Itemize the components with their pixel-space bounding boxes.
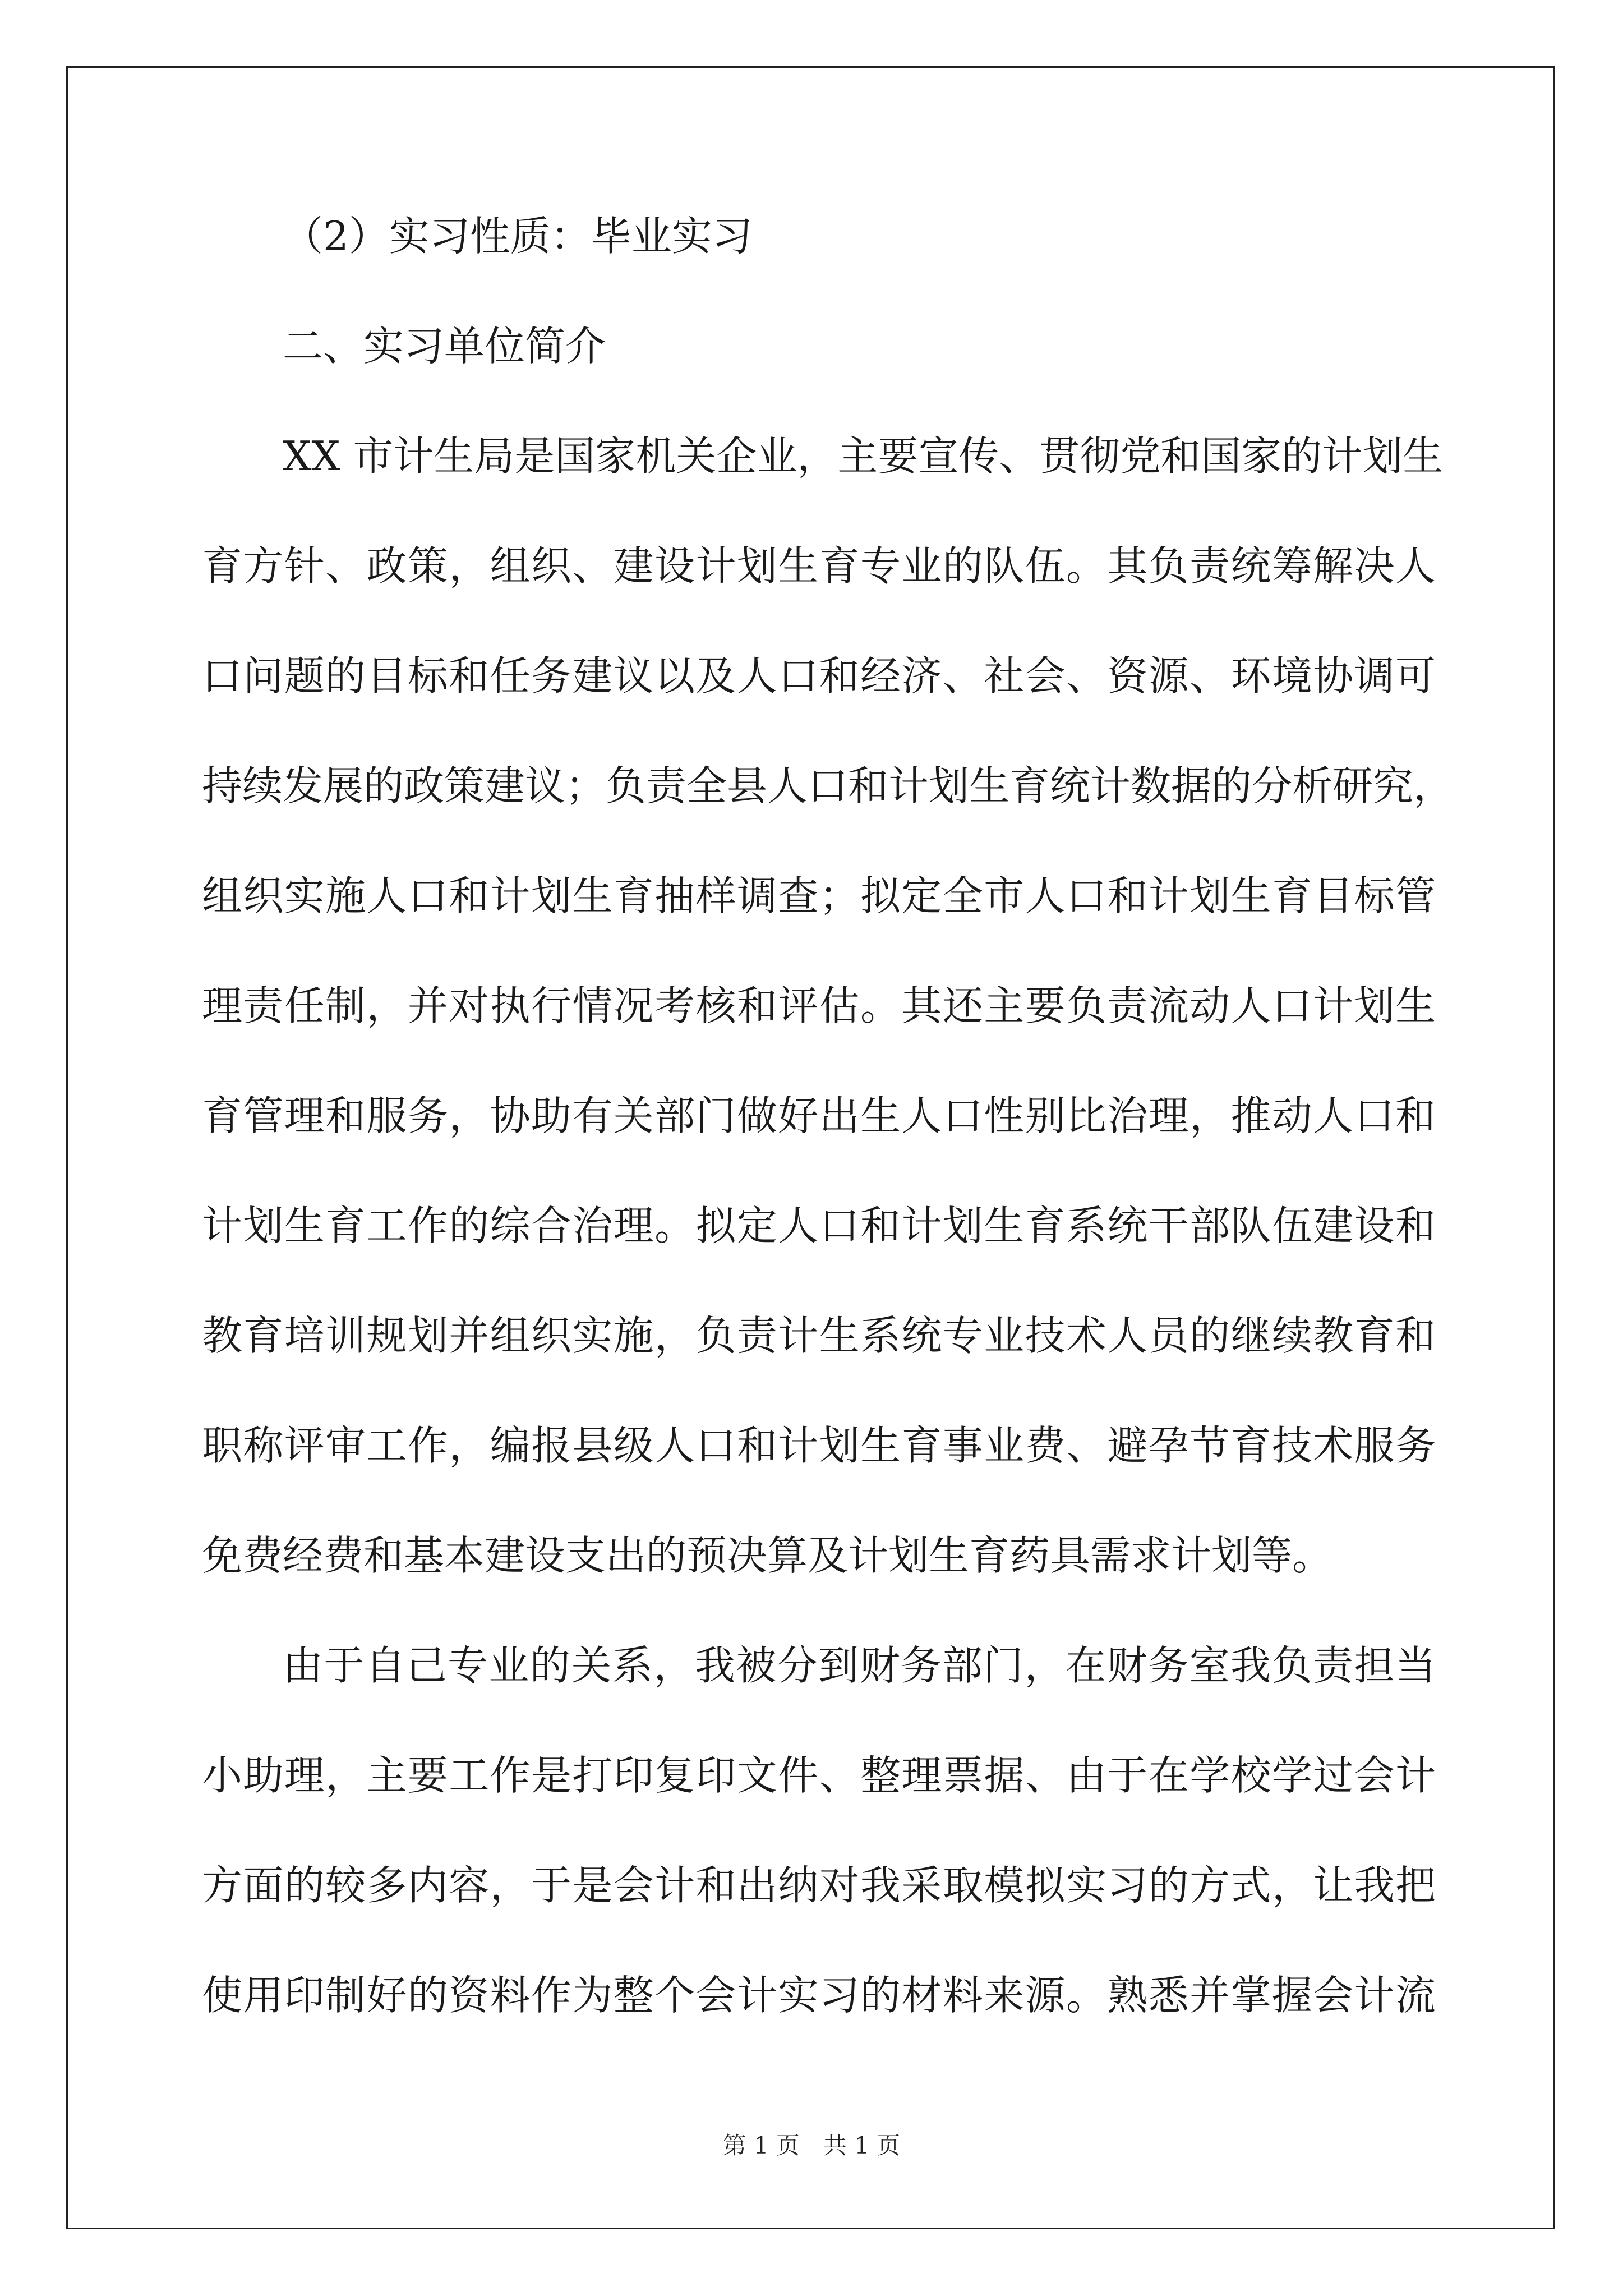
text-line: 方面的较多内容，于是会计和出纳对我采取模拟实习的方式，让我把 [202, 1862, 1436, 1909]
paragraph-unit-intro-line [202, 982, 1436, 1029]
text-line: 教育培训规划并组织实施，负责计生系统专业技术人员的继续教育和 [202, 1312, 1436, 1359]
text-line: 组织实施人口和计划生育抽样调查；拟定全市人口和计划生育目标管 [202, 872, 1436, 919]
text-line: 持续发展的政策建议；负责全县人口和计划生育统计数据的分析研究， [202, 762, 1454, 809]
text-line: （2）实习性质：毕业实习 [283, 213, 753, 260]
text-line: 二、实习单位简介 [283, 323, 606, 370]
paragraph-unit-intro [202, 432, 1444, 480]
paragraph-unit-intro-line [202, 1532, 1436, 1579]
text-line: 育管理和服务，协助有关部门做好出生人口性别比治理，推动人口和 [202, 1092, 1436, 1139]
paragraph-unit-intro-line [202, 542, 1436, 590]
paragraph-personal-work-line [202, 1862, 1436, 1909]
paragraph-unit-intro-line [202, 762, 1454, 809]
paragraph-personal-work-line [202, 1752, 1436, 1799]
paragraph-unit-intro-line [202, 1202, 1436, 1249]
text-line: 职称评审工作，编报县级人口和计划生育事业费、避孕节育技术服务 [202, 1422, 1436, 1469]
text-line: 由于自己专业的关系，我被分到财务部门，在财务室我负责担当 [283, 1642, 1436, 1689]
text-line: 使用印制好的资料作为整个会计实习的材料来源。熟悉并掌握会计流 [202, 1972, 1436, 2019]
text-line: 小助理，主要工作是打印复印文件、整理票据、由于在学校学过会计 [202, 1752, 1436, 1799]
text-line: 计划生育工作的综合治理。拟定人口和计划生育系统干部队伍建设和 [202, 1202, 1436, 1249]
paragraph-unit-intro-line [202, 1422, 1436, 1469]
paragraph-unit-intro-line [202, 1312, 1436, 1359]
text-line: 口问题的目标和任务建议以及人口和经济、社会、资源、环境协调可 [202, 652, 1436, 700]
text-line: XX 市计生局是国家机关企业，主要宣传、贯彻党和国家的计划生 [283, 432, 1444, 480]
page-number-footer: 第 1 页 共 1 页 [722, 2132, 901, 2159]
paragraph-personal-work-line [202, 1972, 1436, 2019]
paragraph-unit-intro-line [202, 652, 1436, 700]
text-line: 育方针、政策，组织、建设计划生育专业的队伍。其负责统筹解决人 [202, 542, 1436, 590]
section-heading [202, 323, 1436, 370]
paragraph-unit-intro-line [202, 1092, 1436, 1139]
paragraph-unit-intro-line [202, 872, 1436, 919]
paragraph-internship-nature [202, 213, 1436, 260]
paragraph-personal-work [202, 1642, 1436, 1689]
text-line: 理责任制，并对执行情况考核和评估。其还主要负责流动人口计划生 [202, 982, 1436, 1029]
text-line: 免费经费和基本建设支出的预决算及计划生育药具需求计划等。 [202, 1532, 1333, 1579]
